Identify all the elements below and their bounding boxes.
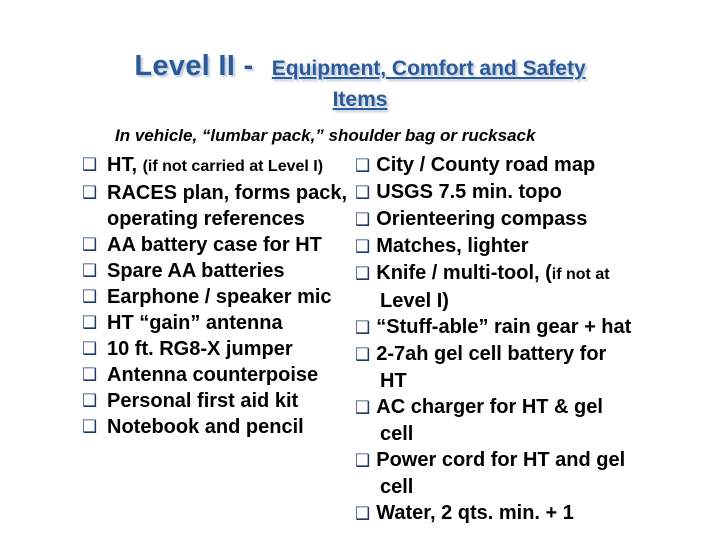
checkbox-icon: ❑ — [82, 313, 98, 333]
title-subject: Equipment, Comfort and Safety — [271, 57, 586, 80]
item-text: Matches, lighter — [376, 235, 529, 257]
checklist-item — [355, 500, 715, 527]
checkbox-icon: ❑ — [355, 318, 371, 338]
title-level: Level II - — [134, 50, 262, 82]
item-note: if not at — [551, 266, 610, 283]
checklist-item — [82, 310, 382, 336]
checkbox-icon: ❑ — [82, 287, 98, 307]
item-text: City / County road map — [376, 154, 596, 176]
checkbox-icon: ❑ — [82, 235, 98, 255]
item-text: Orienteering compass — [376, 208, 588, 230]
checkbox-icon: ❑ — [355, 504, 371, 524]
checklist-item — [355, 394, 715, 421]
slide-subtitle: In vehicle, “lumbar pack,” shoulder bag or rucksack — [115, 126, 536, 145]
checklist-item — [82, 362, 382, 388]
checklist-item — [82, 258, 382, 284]
item-text: “Stuff-able” rain gear + hat — [376, 316, 632, 338]
checkbox-icon: ❑ — [355, 451, 371, 471]
item-text: Water, 2 qts. min. + 1 — [376, 502, 574, 524]
checklist-item — [355, 233, 715, 260]
checkbox-icon: ❑ — [355, 237, 371, 257]
item-continuation: cell — [380, 476, 414, 498]
checklist-item — [355, 179, 715, 206]
item-text: Earphone / speaker mic — [107, 286, 332, 308]
checkbox-icon: ❑ — [82, 339, 98, 359]
checkbox-icon: ❑ — [82, 261, 98, 281]
right-checklist — [355, 152, 715, 527]
checkbox-icon: ❑ — [355, 264, 371, 284]
checklist-item — [82, 414, 382, 440]
item-text: AA battery case for HT — [107, 234, 322, 256]
checklist-item — [355, 341, 715, 368]
checkbox-icon: ❑ — [355, 398, 371, 418]
checklist-item — [355, 447, 715, 474]
item-text: Power cord for HT and gel — [376, 449, 626, 471]
item-text: Spare AA batteries — [107, 260, 285, 282]
checklist-item — [82, 232, 382, 258]
checkbox-icon: ❑ — [82, 365, 98, 385]
checklist-item — [82, 152, 382, 180]
checklist-item — [82, 388, 382, 414]
slide-title — [0, 50, 720, 83]
checklist-item — [355, 260, 715, 288]
item-text: HT, — [107, 154, 143, 176]
item-text: RACES plan, forms pack, — [107, 182, 348, 204]
item-text: 2-7ah gel cell battery for — [376, 343, 607, 365]
item-text: HT “gain” antenna — [107, 312, 283, 334]
checklist-item — [355, 206, 715, 233]
checkbox-icon: ❑ — [82, 155, 98, 175]
left-checklist — [82, 152, 382, 440]
checklist-item — [355, 314, 715, 341]
title-subject-line2: Items — [332, 88, 388, 111]
item-text: Personal first aid kit — [107, 390, 299, 412]
item-text: Notebook and pencil — [107, 416, 304, 438]
item-text: AC charger for HT & gel — [376, 396, 603, 418]
checkbox-icon: ❑ — [355, 345, 371, 365]
checkbox-icon: ❑ — [82, 183, 98, 203]
item-continuation: HT — [380, 370, 407, 392]
checkbox-icon: ❑ — [355, 156, 371, 176]
checkbox-icon: ❑ — [355, 210, 371, 230]
checkbox-icon: ❑ — [82, 417, 98, 437]
checkbox-icon: ❑ — [82, 391, 98, 411]
checkbox-icon: ❑ — [355, 183, 371, 203]
item-continuation: Level I) — [380, 290, 449, 312]
item-text: 10 ft. RG8-X jumper — [107, 338, 293, 360]
checklist-item — [355, 152, 715, 179]
checklist-item — [82, 336, 382, 362]
item-text: Knife / multi-tool, ( — [376, 262, 552, 284]
item-note: (if not carried at Level I) — [142, 158, 324, 175]
item-text: Antenna counterpoise — [107, 364, 319, 386]
checklist-item — [82, 284, 382, 310]
item-continuation: operating references — [107, 208, 305, 230]
item-text: USGS 7.5 min. topo — [376, 181, 562, 203]
item-continuation: cell — [380, 423, 414, 445]
checklist-item — [82, 180, 382, 206]
